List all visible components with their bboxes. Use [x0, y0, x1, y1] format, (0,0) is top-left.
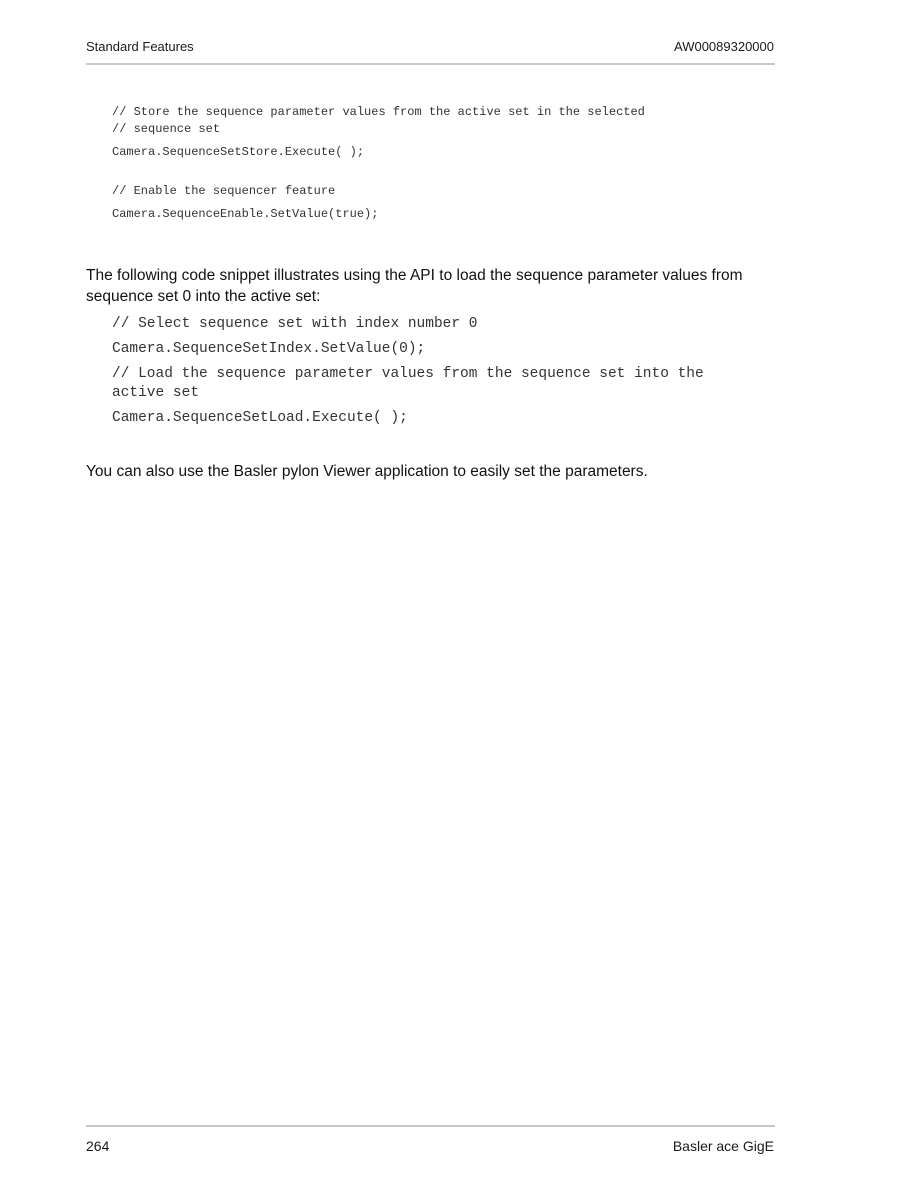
body-paragraph-api-load: The following code snippet illustrates using the API to load the sequence parameter values from sequence set 0 into the active set:: [86, 267, 743, 305]
footer-divider: [86, 1125, 775, 1127]
code-comment: // Load the sequence parameter values from the sequence set into the: [112, 366, 704, 382]
header-section-title: Standard Features: [86, 39, 194, 54]
code-statement: Camera.SequenceSetLoad.Execute( );: [112, 410, 408, 426]
code-statement: Camera.SequenceSetIndex.SetValue(0);: [112, 341, 426, 357]
code-comment: // sequence set: [112, 122, 221, 136]
code-comment: // Store the sequence parameter values from the active set in the selected: [112, 105, 645, 119]
footer-product-name: Basler ace GigE: [672, 1138, 774, 1154]
code-statement: Camera.SequenceEnable.SetValue(true);: [112, 207, 379, 221]
code-comment: // Select sequence set with index number 0: [112, 316, 478, 332]
footer-page-number: 264: [86, 1138, 110, 1154]
code-block-store-enable: [112, 104, 645, 223]
header-divider: [86, 63, 775, 65]
code-comment: // Enable the sequencer feature: [112, 184, 336, 198]
body-paragraph-pylon-viewer: You can also use the Basler pylon Viewer application to easily set the parameters.: [86, 463, 648, 480]
header-document-number: AW00089320000: [674, 39, 774, 54]
code-block-load-set: [112, 315, 776, 428]
code-statement: Camera.SequenceSetStore.Execute( );: [112, 145, 365, 159]
code-comment-continuation: active set: [112, 385, 200, 401]
